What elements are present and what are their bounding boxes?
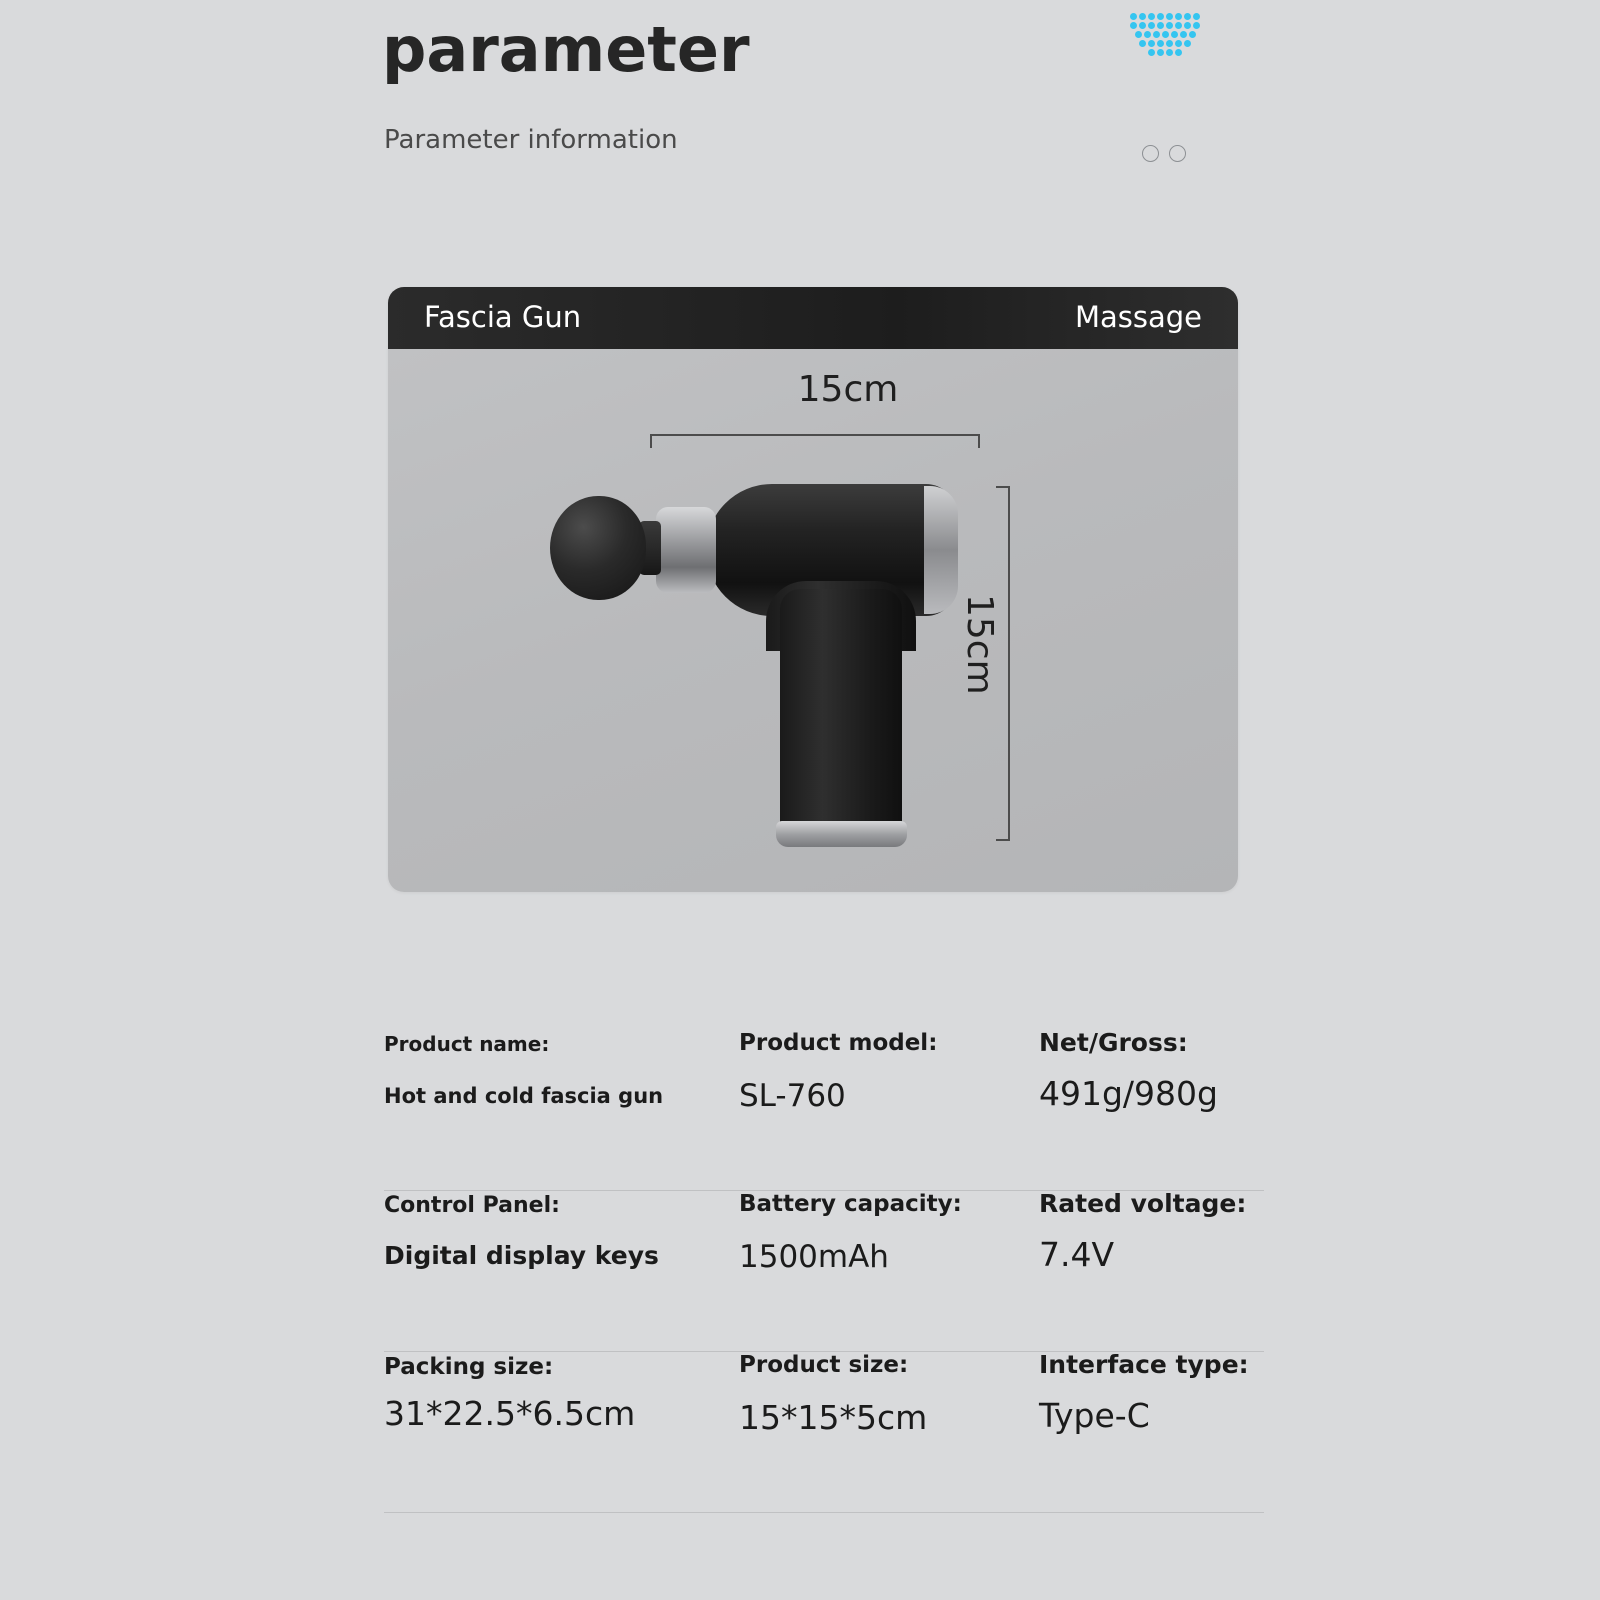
spec-value: 15*15*5cm [739,1398,928,1437]
gun-head-attachment [550,496,646,600]
spec-cell-rated-voltage [1039,1191,1264,1351]
spec-label: Packing size: [384,1354,554,1380]
spec-value: 7.4V [1039,1235,1115,1274]
spec-cell-packing-size [384,1352,739,1512]
spec-value: 31*22.5*6.5cm [384,1394,636,1433]
spec-label: Rated voltage: [1039,1189,1247,1218]
spec-label: Battery capacity: [739,1191,962,1217]
pagination-dot-1[interactable] [1142,145,1159,162]
spec-cell-product-size [739,1352,1039,1512]
spec-label: Product name: [384,1032,550,1056]
spec-cell-net-gross [1039,1030,1264,1190]
spec-value: Digital display keys [384,1241,659,1270]
product-image-area [388,349,1238,892]
pagination-dot-2[interactable] [1169,145,1186,162]
massage-gun-illustration [538,469,988,869]
spec-cell-interface-type [1039,1352,1264,1512]
gun-base [776,821,907,847]
dot-grid-icon [1130,13,1200,49]
table-row [384,1191,1264,1352]
spec-label: Product size: [739,1352,909,1378]
gun-collar [656,507,716,593]
page-subtitle: Parameter information [384,125,678,155]
product-card-category: Massage [1074,300,1202,334]
spec-label: Control Panel: [384,1193,560,1218]
product-card-header [388,287,1238,349]
specification-table [384,1030,1264,1513]
spec-cell-product-name [384,1030,739,1190]
gun-handle [780,589,902,839]
spec-value: Type-C [1039,1396,1150,1435]
pagination-dots[interactable] [1142,145,1200,167]
spec-cell-control-panel [384,1191,739,1351]
dimension-height-label: 15cm [959,594,1000,695]
table-row [384,1352,1264,1513]
spec-value: 491g/980g [1039,1074,1218,1113]
dimension-width-label: 15cm [797,369,899,410]
spec-label: Interface type: [1039,1350,1249,1379]
table-row [384,1030,1264,1191]
dimension-width-bracket [650,434,980,448]
spec-value: Hot and cold fascia gun [384,1084,664,1108]
product-card-title: Fascia Gun [424,300,582,334]
page-title: parameter [382,13,750,86]
spec-label: Net/Gross: [1039,1028,1188,1057]
gun-barrel-cap [924,486,958,614]
spec-value: 1500mAh [739,1239,889,1275]
spec-value: SL-760 [739,1078,846,1114]
spec-label: Product model: [739,1030,938,1056]
spec-cell-product-model [739,1030,1039,1190]
product-card [388,287,1238,892]
spec-cell-battery-capacity [739,1191,1039,1351]
